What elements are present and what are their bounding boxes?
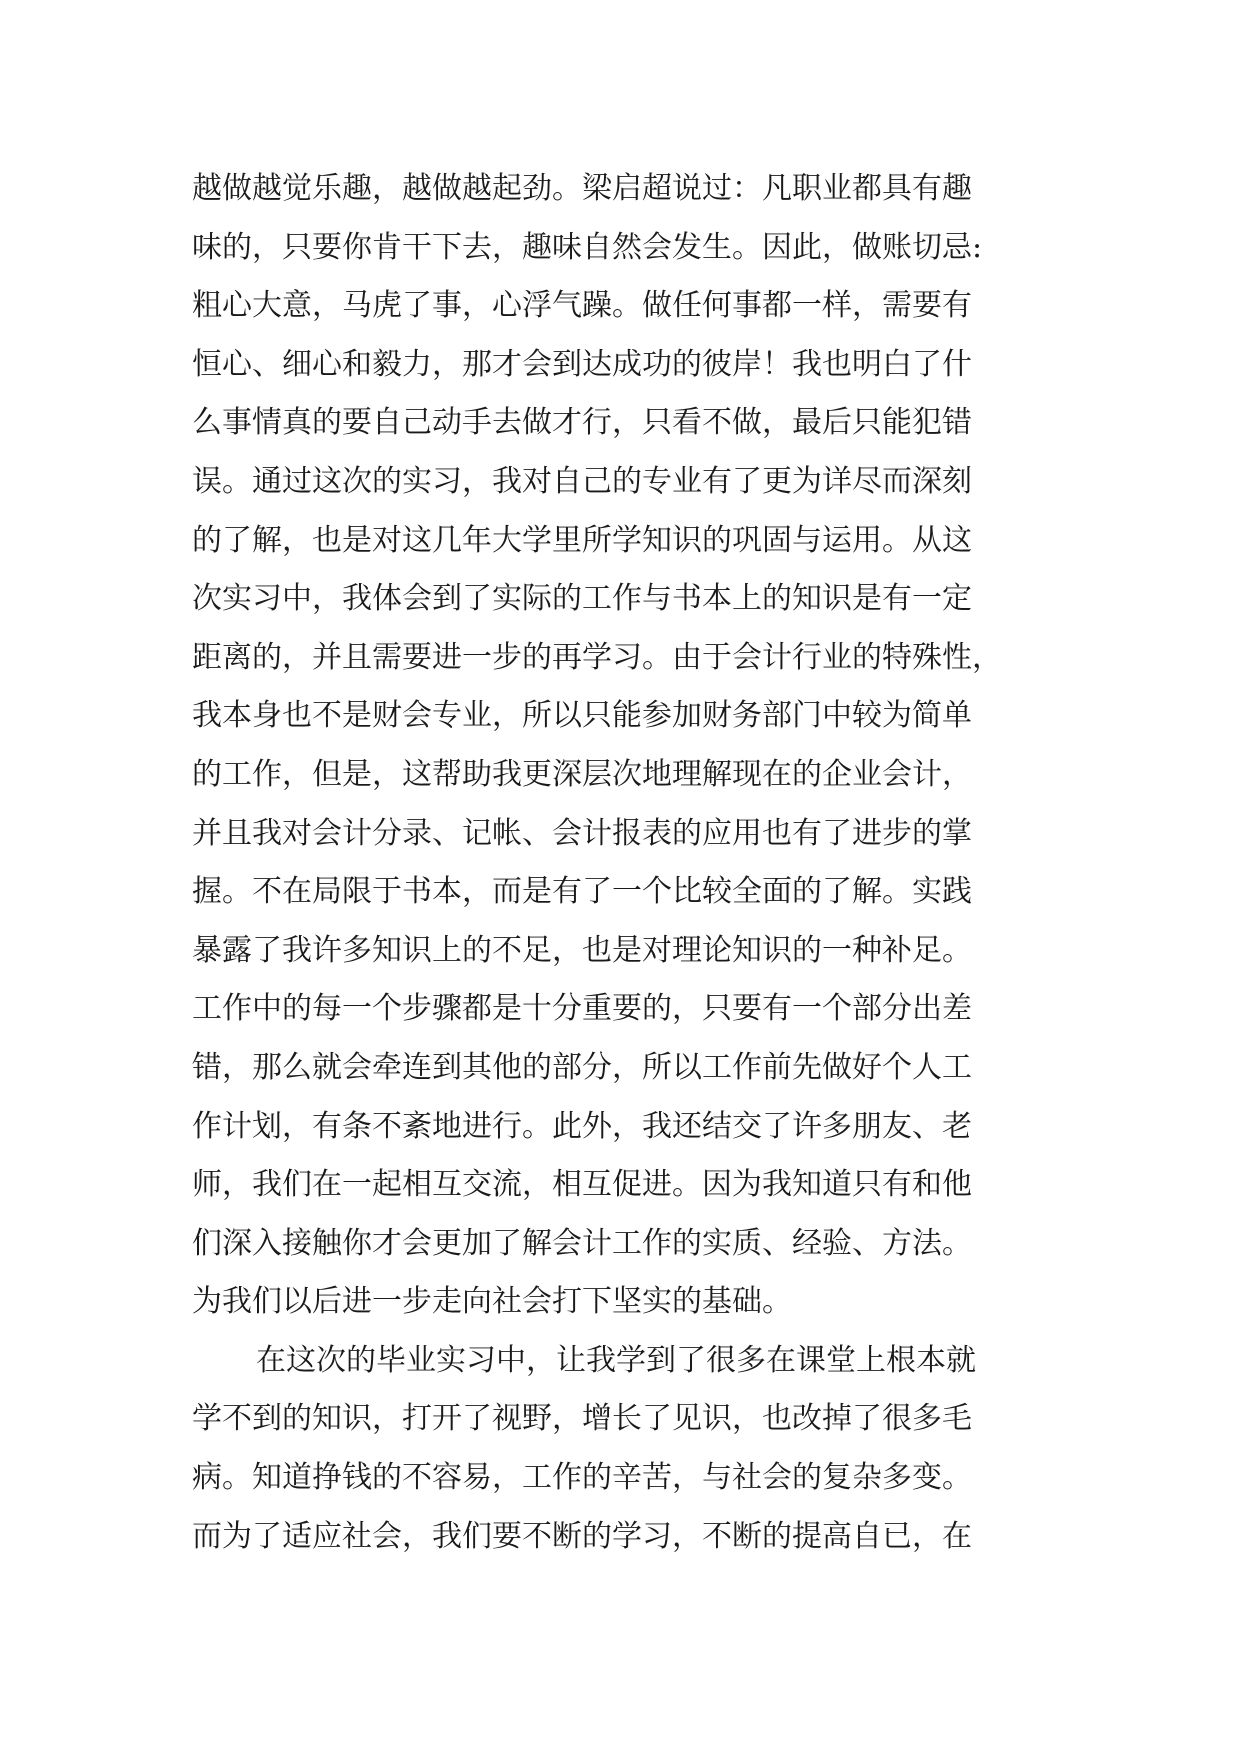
text-line: 暴露了我许多知识上的不足，也是对理论知识的一种补足。: [192, 932, 972, 968]
text-line: 为我们以后进一步走向社会打下坚实的基础。: [192, 1284, 792, 1320]
text-line: 么事情真的要自己动手去做才行，只看不做，最后只能犯错: [192, 405, 972, 441]
text-line: 握。不在局限于书本，而是有了一个比较全面的了解。实践: [192, 874, 972, 910]
text-line: 误。通过这次的实习，我对自己的专业有了更为详尽而深刻: [192, 463, 972, 499]
text-line: 粗心大意，马虎了事，心浮气躁。做任何事都一样，需要有: [192, 288, 972, 324]
text-line: 师，我们在一起相互交流，相互促进。因为我知道只有和他: [192, 1167, 972, 1203]
text-line: 恒心、细心和毅力，那才会到达成功的彼岸！我也明白了什: [192, 346, 972, 382]
text-line: 越做越觉乐趣，越做越起劲。梁启超说过：凡职业都具有趣: [192, 171, 972, 206]
text-line: 味的，只要你肯干下去，趣味自然会发生。因此，做账切忌:: [192, 229, 983, 265]
paragraph-1: [192, 160, 1062, 1332]
body-text: [192, 160, 1062, 1566]
text-line: 错，那么就会牵连到其他的部分，所以工作前先做好个人工: [192, 1049, 972, 1085]
text-line: 并且我对会计分录、记帐、会计报表的应用也有了进步的掌: [192, 815, 972, 851]
text-line: 我本身也不是财会专业，所以只能参加财务部门中较为简单: [192, 698, 972, 734]
text-line: 工作中的每一个步骤都是十分重要的，只要有一个部分出差: [192, 991, 972, 1027]
text-line: 学不到的知识，打开了视野，增长了见识，也改掉了很多毛: [192, 1401, 972, 1437]
text-line: 们深入接触你才会更加了解会计工作的实质、经验、方法。: [192, 1225, 972, 1261]
text-line: 次实习中，我体会到了实际的工作与书本上的知识是有一定: [192, 581, 972, 617]
text-line: 距离的，并且需要进一步的再学习。由于会计行业的特殊性，: [192, 639, 1002, 675]
text-line: 的了解，也是对这几年大学里所学知识的巩固与运用。从这: [192, 522, 972, 558]
text-line: 的工作，但是，这帮助我更深层次地理解现在的企业会计，: [192, 756, 972, 792]
text-line: 在这次的毕业实习中，让我学到了很多在课堂上根本就: [256, 1342, 976, 1378]
paragraph-2: [192, 1332, 1062, 1566]
text-line: 病。知道挣钱的不容易，工作的辛苦，与社会的复杂多变。: [192, 1460, 972, 1496]
text-line: 而为了适应社会，我们要不断的学习，不断的提高自已，在: [192, 1518, 972, 1554]
text-line: 作计划，有条不紊地进行。此外，我还结交了许多朋友、老: [192, 1108, 972, 1144]
